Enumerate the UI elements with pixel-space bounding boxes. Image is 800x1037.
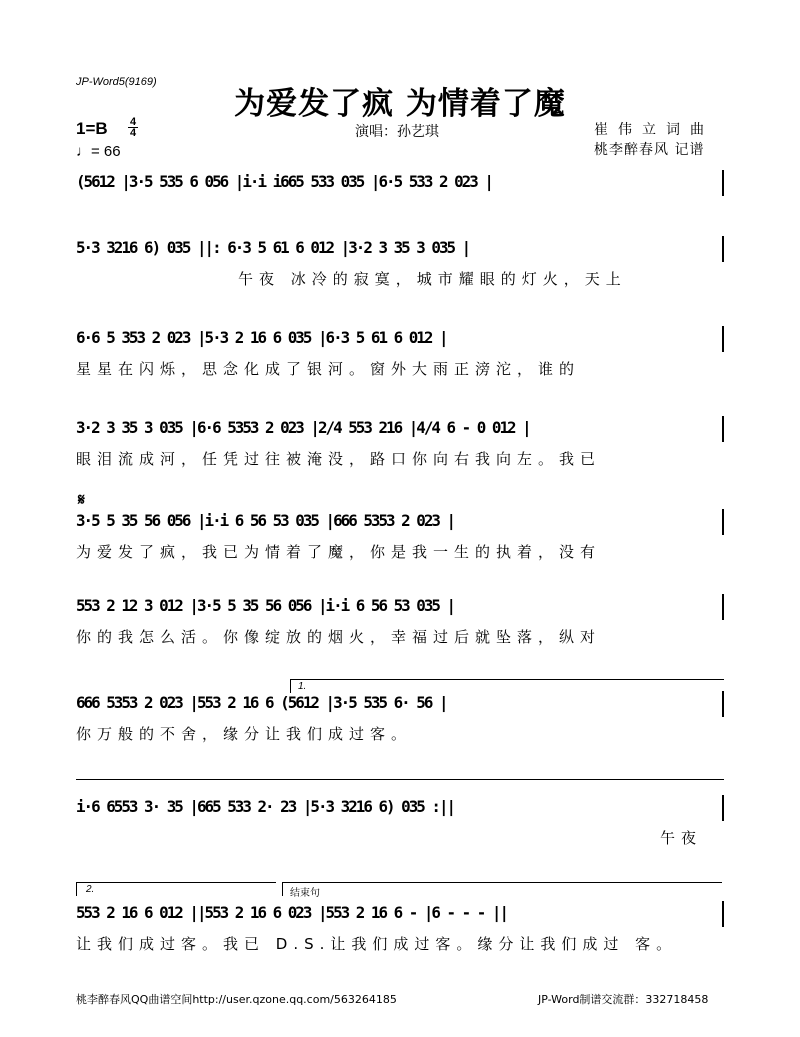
- notation-line: 3·5 5 35 56 056 |i·i 6 56 53 035 |666 5353 2 023 |: [76, 511, 455, 530]
- notation-line: 5·3 3216 6) 035 ||: 6·3 5 61 6 012 |3·2 3 35 3 035 |: [76, 238, 470, 257]
- volta-2-edge: [76, 882, 77, 896]
- lyric-line: 午夜 冰冷的寂寞，城市耀眼的灯火，天上: [238, 270, 627, 288]
- footer-right: JP-Word制谱交流群：332718458: [538, 993, 709, 1006]
- system-barline: [722, 326, 724, 352]
- notation-line: 553 2 16 6 012 ||553 2 16 6 023 |553 2 16 6 - |6 - - - ||: [76, 903, 508, 922]
- system-barline: [722, 416, 724, 442]
- system-barline: [722, 170, 724, 196]
- notation-line: 3·2 3 35 3 035 |6·6 5353 2 023 |2/4 553 216 |4/4 6 - 0 012 |: [76, 418, 530, 437]
- section-rule: [76, 779, 724, 780]
- lyric-line: 星星在闪烁，思念化成了银河。窗外大雨正滂沱，谁的: [76, 360, 581, 378]
- lyric-line: 你万般的不舍，缘分让我们成过客。: [76, 725, 413, 743]
- lyric-line: 为爱发了疯，我已为情着了魔，你是我一生的执着，没有: [76, 543, 602, 561]
- volta-2-label: 2.: [86, 884, 95, 895]
- coda-edge: [282, 882, 283, 896]
- lyric-line: 午夜: [660, 829, 703, 847]
- singer-credit: 演唱：孙艺琪: [355, 124, 439, 140]
- system-barline: [722, 901, 724, 927]
- system-barline: [722, 594, 724, 620]
- lyric-line: 你的我怎么活。你像绽放的烟火，幸福过后就坠落，纵对: [76, 628, 602, 646]
- meter-bottom: 4: [129, 127, 137, 139]
- meter-top: 4: [129, 116, 137, 128]
- coda-bracket: [282, 882, 722, 883]
- key-signature: 1=B: [76, 119, 108, 138]
- volta-1-bracket: [290, 679, 724, 680]
- system-barline: [722, 236, 724, 262]
- notation-line: i·6 6553 3· 35 |665 533 2· 23 |5·3 3216 6) 035 :||: [76, 797, 455, 816]
- volta-1-edge: [290, 679, 291, 693]
- notation-line: 553 2 12 3 012 |3·5 5 35 56 056 |i·i 6 56 53 035 |: [76, 596, 455, 615]
- volta-2-bracket: [76, 882, 276, 883]
- coda-label: 结束句: [290, 888, 320, 899]
- system-barline: [722, 691, 724, 717]
- lyric-line: 眼泪流成河，任凭过往被淹没，路口你向右我向左。我已: [76, 450, 602, 468]
- system-barline: [722, 509, 724, 535]
- tempo-mark: ♩= 66: [76, 143, 121, 160]
- lyric-line: 让我们成过客。我已 D.S.让我们成过客。缘分让我们成过 客。: [76, 935, 678, 953]
- volta-1-label: 1.: [298, 681, 307, 692]
- footer-left: 桃李醉春风QQ曲谱空间http://user.qzone.qq.com/563264185: [76, 993, 397, 1006]
- segno-sign: 𝄋: [78, 490, 85, 509]
- notation-line: 6·6 5 353 2 023 |5·3 2 16 6 035 |6·3 5 61 6 012 |: [76, 328, 447, 347]
- notation-credit: 桃李醉春风 记谱: [594, 142, 705, 158]
- software-label: JP-Word5(9169): [76, 76, 157, 88]
- lyrics-credit: 崔伟立词曲: [594, 122, 714, 138]
- notation-line: 666 5353 2 023 |553 2 16 6 (5612 |3·5 535 6· 56 |: [76, 693, 447, 712]
- time-signature: [128, 117, 138, 138]
- notation-line: (5612 |3·5 535 6 056 |i·i i665 533 035 |6·5 533 2 023 |: [76, 172, 492, 191]
- system-barline: [722, 795, 724, 821]
- song-title: 为爱发了疯 为情着了魔: [234, 86, 566, 122]
